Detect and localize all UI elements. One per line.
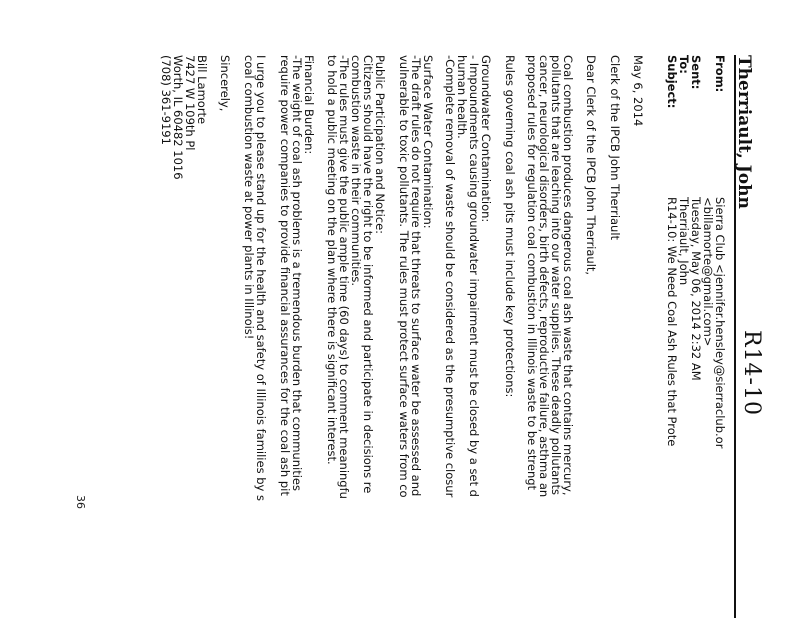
- groundwater-heading: Groundwater Contamination:: [479, 55, 493, 223]
- letter-date: May 6, 2014: [631, 55, 645, 127]
- financial-line-2: require power companies to provide financial assurances for the coal ash pit: [278, 55, 292, 496]
- from-email: <billamorte@gmail.com>: [701, 197, 715, 347]
- surface-water-line-1: -The draft rules do not require that threats to surface water be assessed and: [409, 55, 423, 497]
- from-value: Sierra Club <jennifer.hensley@sierraclub.or: [713, 197, 727, 449]
- to-label: To:: [677, 55, 691, 74]
- page-number: 36: [74, 495, 87, 509]
- participation-heading: Public Participation and Notice:: [373, 55, 387, 235]
- from-label: From:: [713, 55, 727, 93]
- subject-label: Subject:: [665, 55, 679, 109]
- surface-water-heading: Surface Water Contamination:: [421, 55, 435, 229]
- letter-recipient: Clerk of the IPCB John Therriault: [608, 55, 622, 241]
- intro-line-4: proposed rules for regulation coal combustion in Illinois waste to be strengt: [525, 55, 539, 491]
- financial-heading: Financial Burden:: [302, 55, 316, 155]
- groundwater-line-2: human health.: [455, 55, 469, 139]
- signoff: Sincerely,: [218, 55, 232, 112]
- intro-line-3: cancer, neurological disorders, birth defects, reproductive failure, asthma an: [537, 55, 551, 498]
- header-divider: [734, 55, 736, 618]
- sent-value: Tuesday, May 06, 2014 2:32 AM: [689, 197, 703, 381]
- to-value: Therriault, John: [677, 197, 691, 286]
- participation-line-2: combustion waste in their communities.: [349, 55, 363, 287]
- intro-line-1: Coal combustion produces dangerous coal ash waste that contains mercury,: [561, 55, 575, 496]
- subject-value: R14-10: We Need Coal Ash Rules that Prote: [665, 197, 679, 447]
- docket-number: R14-10: [739, 330, 764, 416]
- groundwater-line-3: -Complete removal of waste should be considered as the presumptive closur: [443, 55, 457, 498]
- closing-line-2: coal combustion waste at power plants in Illinois!: [242, 55, 256, 340]
- signature-name: Bill Lamorte: [195, 55, 209, 125]
- surface-water-line-2: vulnerable to toxic pollutants. The rules must protect surface waters from co: [397, 55, 411, 498]
- groundwater-line-1: - Impoundments causing groundwater impairment must be closed by a set d: [467, 55, 481, 497]
- intro-line-2: pollutants that are leaching into our water supplies. These deadly pollutants: [549, 55, 563, 495]
- protections-line: Rules governing coal ash pits must include key protections:: [503, 55, 517, 398]
- letter-salutation: Dear Clerk of the IPCB John Therriault,: [584, 55, 598, 276]
- signature-city: Worth, IL 60482 1016: [171, 55, 185, 180]
- financial-line-1: -The weight of coal ash problems is a tremendous burden that communities: [290, 55, 304, 491]
- participation-line-4: to hold a public meeting on the plan where there is significant interest.: [325, 55, 339, 465]
- participation-line-1: Citizens should have the right to be informed and participate in decisions re: [361, 55, 375, 494]
- closing-line-1: I urge you to please stand up for the health and safety of Illinois families by s: [254, 55, 268, 501]
- sent-label: Sent:: [689, 55, 703, 90]
- signature-phone: (708) 361-9191: [159, 55, 173, 145]
- sender-name-heading: Therriault, John: [734, 55, 754, 209]
- signature-street: 7427 W 109th Pl: [183, 55, 197, 151]
- participation-line-3: -The rules must give the public ample time (60 days) to comment meaningfu: [337, 55, 351, 499]
